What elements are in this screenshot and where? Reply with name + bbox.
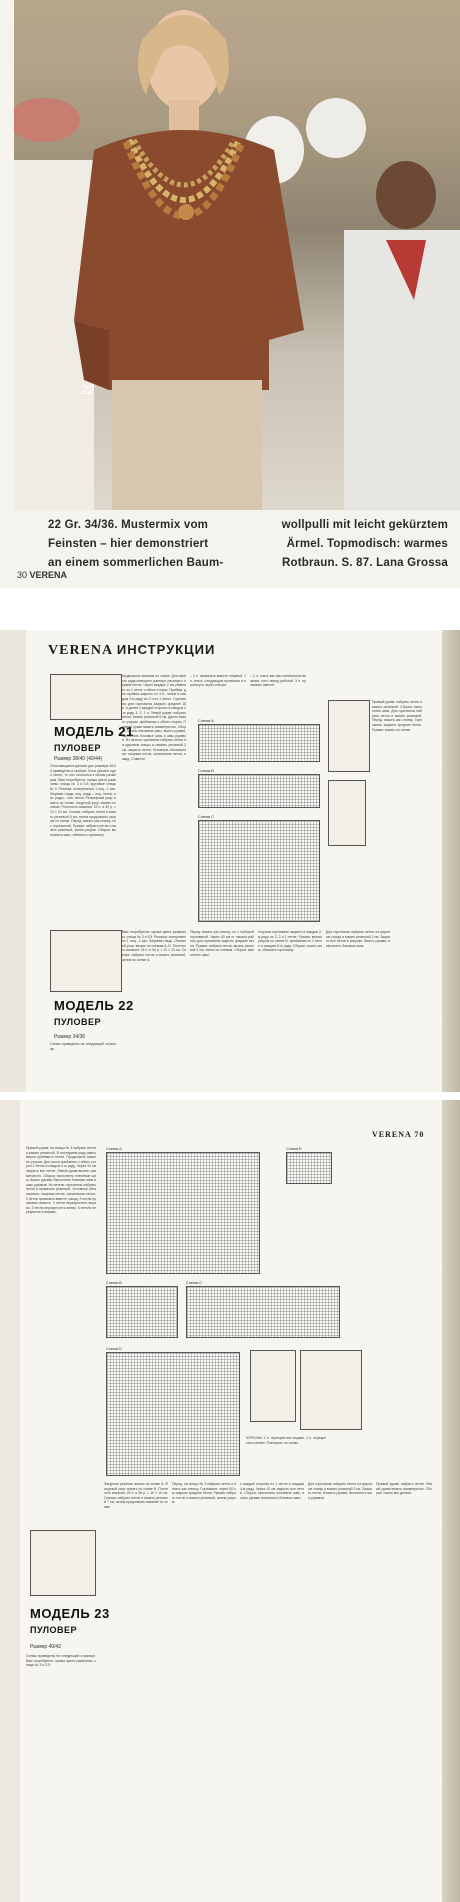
knitting-chart xyxy=(198,724,320,762)
knitting-chart xyxy=(106,1286,178,1338)
beige-skirt xyxy=(112,380,262,510)
scheme-label: Схема E xyxy=(286,1146,302,1151)
scheme-label: Схема С xyxy=(186,1280,203,1285)
brand-header xyxy=(372,1130,424,1139)
model-type: ПУЛОВЕР xyxy=(54,743,102,753)
instruction-text-column: Фигурная резинка: вязать по схеме А. Фигурный узор: вязать по схеме В. Плотность вязания: 25 п. и 36 р. = 10 × 10 см. Спинка: набрать петли и вязать резинкой 7 см, затем продолжить вязание по схеме. xyxy=(104,1482,168,1509)
instruction-text-column: – 2 п. провязать вместе лицевой. 1 п. снять, следующую провязать и протянуть через снятую. xyxy=(190,674,246,688)
instruction-text-column: Правый рукав: набрать петли. Левый рукав вязать симметрично. Сборка: сшить все детали. xyxy=(376,1482,432,1496)
page-number: 30 xyxy=(17,570,28,580)
brand-header xyxy=(48,642,215,659)
page-footer xyxy=(17,570,67,580)
instruction-text-column: Вам потребуется: пряжа цвета ржавчины; спицы № 3 и 3,5. Резинка: попеременно 1 лиц., 1 изн. Лицевая гладь. Основной узор: вязать по схемам А–D. Плотность вязания: 24 п. и 34 р. = 10 × 10 см. Спинка: набрать петли и вязать резинкой, затем по схеме А. xyxy=(122,930,186,962)
instruction-text-column: Для горловины набрать петли на круговые спицы и вязать резинкой 2 см. Закрыть все петли в рисунке. Вшить рукава, выполнить боковые швы. xyxy=(326,930,390,948)
instruction-text-column: КУРКУМА: 2 п. перекрестить вправо, 2 п. перекрестить влево. Повторять по схеме. xyxy=(246,1436,326,1445)
model-heading xyxy=(30,1606,110,1635)
model-size: Размер 38/40 (40/44) xyxy=(54,756,103,762)
magazine-name: VERENA xyxy=(29,570,68,580)
model-type: ПУЛОВЕР xyxy=(54,1017,102,1027)
knitting-chart xyxy=(198,774,320,808)
knitting-chart xyxy=(286,1152,332,1184)
scheme-label: Схема С xyxy=(198,814,215,819)
caption-text: Feinsten – hier demonstriert xyxy=(48,538,209,550)
section-heading: ИНСТРУКЦИИ xyxy=(116,642,216,657)
scheme-label: Схема А xyxy=(198,718,214,723)
instructions-page-2 xyxy=(0,1100,460,1902)
magazine-photo-page xyxy=(0,0,460,588)
caption-text: wollpulli mit leicht gekürztem xyxy=(281,519,448,531)
pattern-piece-sketch xyxy=(328,700,370,772)
pattern-piece-sketch xyxy=(250,1350,296,1422)
scheme-label: Схема D xyxy=(106,1346,123,1351)
instruction-text-column: Отличающиеся данные для размера 40/44 приведены в скобках. Если указано одно число, то оно относится к обоим размерам. Вам потребуется: пряжа цвета ржавчины; спицы № 3 и 3,5; круговые спицы № 3. Резинка: попеременно 1 лиц., 1 изн. Лицевая гладь: лиц. ряды – лиц. петли, изн. ряды – изн. петли. Рельефный узор: вязать по схеме. Ажурный узор: вязать по схеме. Плотность вязания: 22 п. и 30 р. = 10 × 10 см. Спинка: набрать петли и вязать резинкой 5 см, затем продолжить узором по схеме. Перед: вязать как спинку, но с горловиной. Рукава: набрать петли и вязать резинкой, затем узором. Сборка: выполнить швы, обвязать горловину. xyxy=(50,764,116,837)
instruction-text-column: стороны горловины закрыть в каждом 2-м ряду по 3, 2 и 1 петле. Рукава: вязать узором по схеме В, прибавляя по 1 петле в каждом 6-м ряду. Сборка: сшить швы, обвязать горловину. xyxy=(258,930,322,953)
instruction-text-column: – 1 п. снять как при изнаночном вязании, нить перед работой. 3 п. провязать вместе. xyxy=(250,674,306,688)
sweater-sketch xyxy=(50,674,122,720)
instruction-text-column: Схемы приведены на следующей странице. Вам потребуется: пряжа цвета ржавчины; спицы № 3 и 3,5. xyxy=(26,1654,96,1668)
knitting-chart xyxy=(198,820,320,922)
knitting-chart xyxy=(106,1152,260,1274)
caption-text: Rotbraun. S. 87. Lana Grossa xyxy=(281,557,448,569)
pattern-piece-sketch xyxy=(300,1350,362,1430)
instruction-text-column: Правый рукав: на спицы № 3 набрать петли и вязать резинкой. В последнем ряду равномерно прибавить петли. Продолжить вязание узором. Для скоса прибавить с обеих сторон 2 петли в каждом 4-м ряду. Через 44 см закрыть все петли. Левый рукав вязать симметрично. Сборка: выполнить плечевые швы, вшить рукава. Выполнить боковые швы и швы рукавов. Из петель горловины набрать петли и провязать резинкой. Условные обозначения: лицевая петля, изнаночная петля, 2 петли провязать вместе, накид, 3 петли провязать вместе, 2 петли перекрестить вправо, 2 петли перекрестить влево, 6 петель перекрестить вправо. xyxy=(26,1146,96,1215)
instruction-text-column: Для горловины набрать петли на круговые спицы и вязать резинкой 3 см. Закрыть петли. Втачать рукава. Выполнить швы рукавов. xyxy=(308,1482,372,1500)
fashion-photo xyxy=(14,0,460,510)
model-title: МОДЕЛЬ 23 xyxy=(30,1606,110,1621)
page-gutter xyxy=(442,630,460,1092)
sweater-sketch xyxy=(50,930,122,992)
caption-text: an einem sommerlichen Baum- xyxy=(48,557,224,569)
instruction-text-column: Схемы приведены на следующей странице. xyxy=(50,1042,116,1051)
boy-face xyxy=(376,161,436,229)
pattern-piece-sketch xyxy=(328,780,366,846)
instructions-page-1 xyxy=(0,630,460,1092)
instruction-text-column: продолжить вязание по схеме. Для первого ряда повторять раппорт, начиная с первой петли. Через каждые 2 см убавлять по 1 петле с обеих сторон. Проймы: для проймы закрыть по 4 п., затем в каждом 2-м ряду по 2 и по 1 петле. Горловина: для горловины закрыть средние 18 п. и далее с каждой стороны в каждом 2-м ряду 3, 2, 1 п. Левый рукав: набрать петли, вязать резинкой 6 см. Далее вязать узором, прибавляя с обеих сторон. Правый рукав вязать симметрично. Сборка: сшить плечевые швы, вшить рукава, выполнить боковые швы и швы рукавов. Из петель горловины набрать петли на круговые спицы и связать резинкой 3 см, закрыть петли. Условные обозначения: лицевая петля, изнаночная петля, накид, 2 вместе. xyxy=(122,674,186,761)
model-type: ПУЛОВЕР xyxy=(30,1625,78,1635)
photo-illustration xyxy=(14,0,460,510)
scheme-label: Схема В xyxy=(106,1280,122,1285)
instruction-text-column: Перед: на спицы № 3 набрать петли и вязать как спинку. Горловина: через 50 см закрыть средние петли. Рукава: набрать петли и вязать резинкой, затем узором. xyxy=(172,1482,236,1505)
turban-shape-far xyxy=(306,98,366,158)
page-gutter xyxy=(442,1100,460,1902)
model-size: Размер 34/36 xyxy=(54,1034,86,1040)
model-title: МОДЕЛЬ 22 xyxy=(54,998,134,1013)
photo-caption xyxy=(48,516,448,573)
model-title: МОДЕЛЬ 21 xyxy=(54,724,134,739)
instruction-text-column: Правый рукав: набрать петли и вязать резинкой. Сборка: выполнить швы. Для горловины набрать петли и вязать резинкой. Перед: вязать как спинку. Горловина: закрыть средние петли. Рукава: вязать по схеме. xyxy=(372,700,422,732)
knitting-chart xyxy=(106,1352,240,1476)
instruction-text-column: с каждой стороны по 1 петле в каждом 4-м ряду. Через 42 см закрыть все петли. Сборка: выполнить плечевые швы, вшить рукава, выполнить боковые швы. xyxy=(240,1482,304,1500)
turban-shape xyxy=(14,98,80,142)
caption-text: 22 Gr. 34/36. Mustermix vom xyxy=(48,519,209,531)
brand-logo: VERENA xyxy=(372,1130,412,1139)
model-size: Размер 40/42 xyxy=(30,1644,62,1650)
brand-logo: VERENA xyxy=(48,643,113,658)
page-number: 70 xyxy=(414,1130,425,1139)
scheme-label: Схема В xyxy=(198,768,214,773)
sweater-sketch xyxy=(30,1530,96,1596)
scheme-label: Схема А xyxy=(106,1146,122,1151)
knitting-chart xyxy=(186,1286,340,1338)
photo-number: 22 xyxy=(81,383,95,397)
instruction-text-column: Перед: вязать как спинку, но с глубокой горловиной. Через 40 см от начала работы для горловины закрыть средние петли. Рукава: набрать петли, вязать резинкой 6 см, затем по схемам. Сборка: выполнить швы. xyxy=(190,930,254,957)
caption-text: Ärmel. Topmodisch: warmes xyxy=(286,538,448,550)
